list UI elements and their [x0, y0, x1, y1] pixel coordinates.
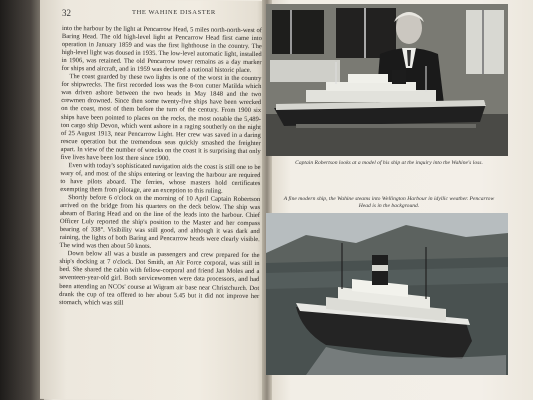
photo-captain-with-model	[266, 4, 508, 156]
paragraph: Even with today's sophisticated navigation aids the coast is still one to be wary of, and most of the ships entering or leaving the harbour are required to have pilots aboard. The ferries, whose masters hold certificates exempting them from pilotage, are an exception to this ruling.	[60, 161, 261, 195]
caption-bottom: A fine modern ship, the Wahine steams into Wellington Harbour in idyllic weather. Pencarrow Head is in the background.	[283, 196, 495, 209]
running-head: THE WAHINE DISASTER	[132, 9, 216, 16]
paragraph: Shortly before 6 o'clock on the morning of 10 April Captain Robertson arrived on the bridge from his quarters on the deck below. The ship was abeam of Baring Head and on the line of the leads into the harbour. Chief Officer Luly reported the ship's position to the Master and her compass bearing of 338°. Visibility was still good, and although it was dark and raining, the lights of both Baring and Pencarrow heads were clearly visible. The wind was then about 50 knots.	[59, 194, 261, 251]
book-edge-shadow	[0, 0, 44, 400]
photo-captain-illustration	[266, 4, 508, 156]
body-text	[59, 25, 262, 309]
photo-wahine-ship	[266, 213, 508, 375]
paragraph: into the harbour by the light at Pencarrow Head, 5 miles north-north-west of Baring Head. The old high-level light at Pencarrow Head first came into operation in January 1859 and was the first lighthouse in the country. The high-level light was doused in 1935. The low-level automatic light, installed in 1906, was retained. The old Pencarrow tower remains as a day marker for ships and aircraft, and in 1959 was declared a national historic place.	[61, 25, 262, 75]
caption-top: Captain Robertson looks at a model of his ship at the inquiry into the Wahine's loss.	[295, 160, 483, 166]
page-number: 32	[62, 8, 71, 18]
paragraph: The coast guarded by these two lights is one of the worst in the country for shipwrecks. The first recorded loss was the 8-ton cutter Matilda which was driven ashore between the two heads in May 1848 and the two crewmen drowned. Since then some twenty-five ships have been wrecked on the coast, most of them before the turn of the century. From 1900 six ships have been pointed to places on the rocks, the most notable the 5,489-ton cargo ship Devon, which went ashore in a raging southerly on the night of 25 August 1913, near Pencarrow Light. Her crew was saved in a daring rescue operation but the tremendous seas quickly smashed the freighter apart. In view of the number of wrecks on the coast it is surprising that only five lives have been lost there since 1900.	[60, 73, 262, 162]
photo-ship-illustration	[266, 213, 508, 375]
paragraph: Down below all was a bustle as passengers and crew prepared for the ship's docking at 7 o'clock. Dot Smith, an Air Force corporal, was still in bed. She shared the cabin with fellow-corporal and friend Jan Moles and a seventeen-year-old girl. Both servicewomen were data processors, and had been attending an NCOs' course at Wigram air base near Christchurch. Dot drank the cup of tea offered to her about 5.45 but it did not improve her stomach, which was still	[59, 250, 260, 307]
